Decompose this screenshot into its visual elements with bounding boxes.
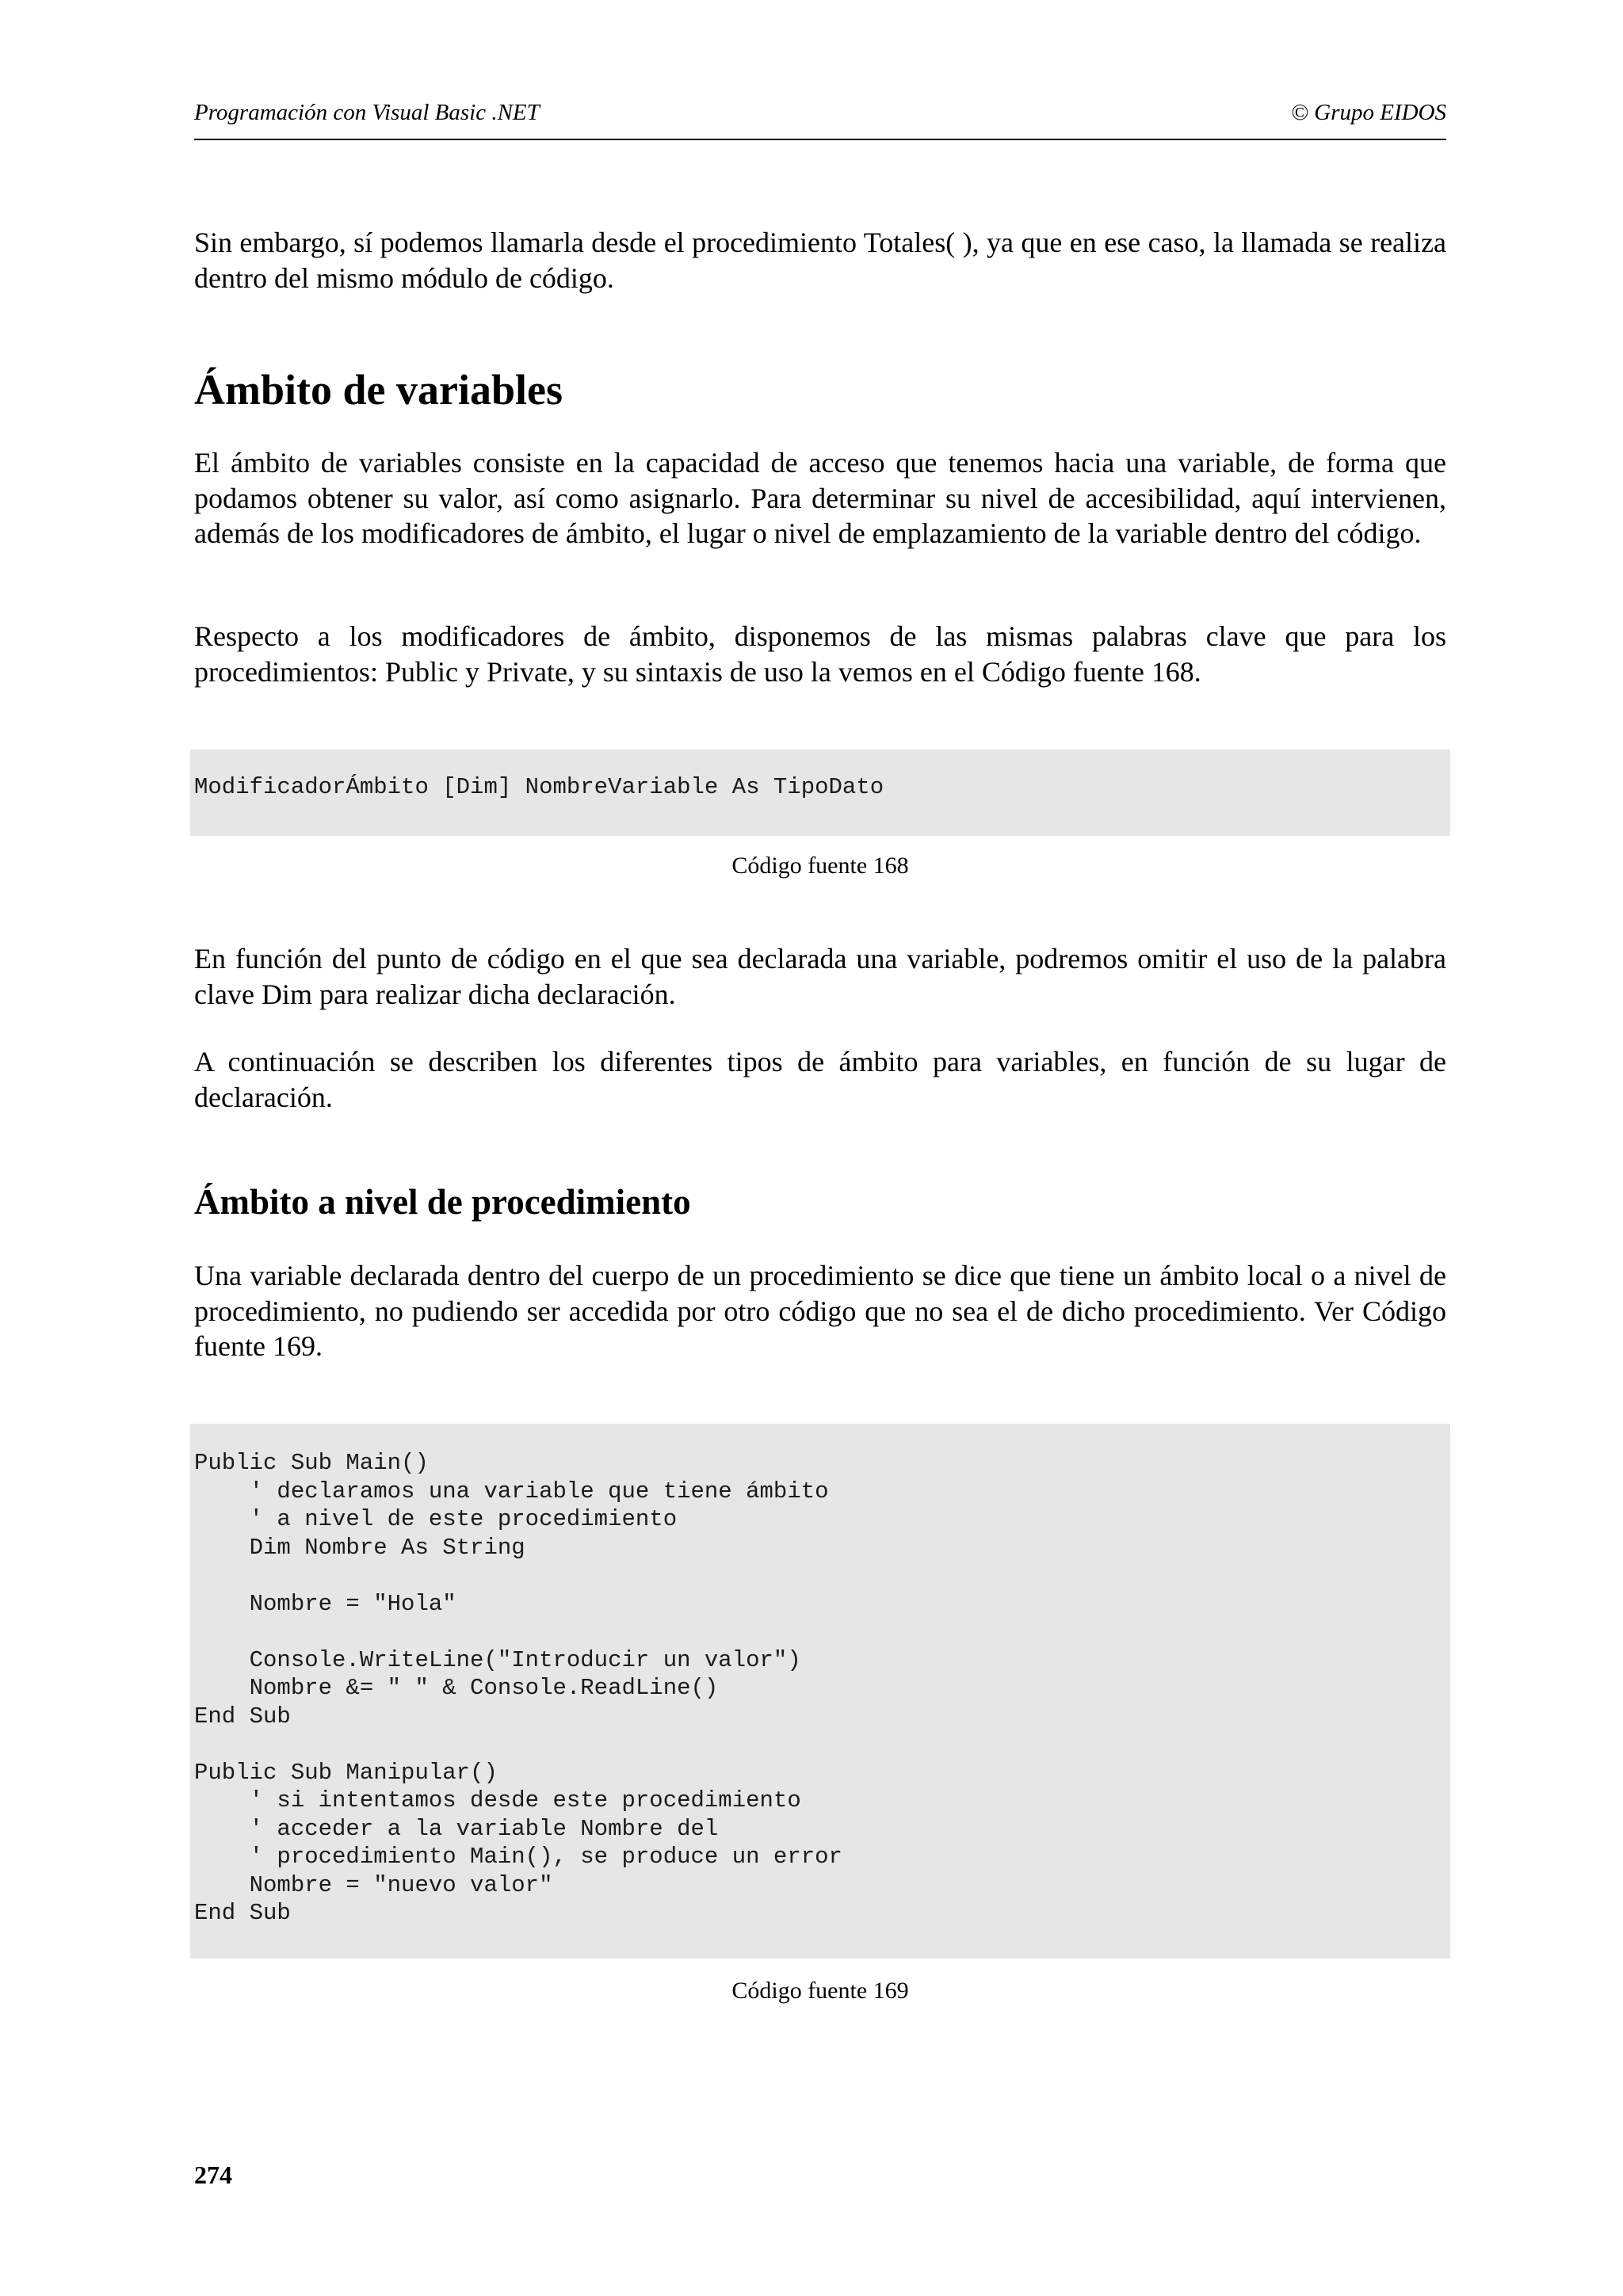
code-169-text: Public Sub Main() ' declaramos una variable que tiene ámbito ' a nivel de este procedimiento Dim Nombre As String Nombre = "Hola" Console.WriteLine("Introducir un valor") Nombre &= " " & Console.ReadLine() End Sub Public Sub Manipular() ' si intentamos desde este procedimiento ' acceder a la variable Nombre del ' procedimiento Main(), se produce un error Nombre = "nuevo valor" End Sub [194,1450,842,1926]
intro-paragraph: Sin embargo, sí podemos llamarla desde el procedimiento Totales( ), ya que en ese caso, la llamada se realiza dentro del mismo módulo de código. [194,227,1446,294]
section-heading-ambito-variables: Ámbito de variables [194,366,563,414]
code-block-168 [190,749,1450,836]
paragraph-ambito-definition: El ámbito de variables consiste en la capacidad de acceso que tenemos hacia una variable, de forma que podamos obtener su valor, así como asignarlo. Para determinar su nivel de accesibilidad, aquí intervienen, además de los modificadores de ámbito, el lugar o nivel de emplazamiento de la variable dentro del código. [194,447,1446,549]
running-header [194,97,1446,128]
paragraph-tipos-ambito: A continuación se describen los diferentes tipos de ámbito para variables, en función de su lugar de declaración. [194,1046,1446,1113]
page-number: 274 [194,2161,232,2189]
paragraph-ambito-local: Una variable declarada dentro del cuerpo de un procedimiento se dice que tiene un ámbito local o a nivel de procedimiento, no pudiendo ser accedida por otro código que no sea el de dicho procedimiento. Ver Código fuente 169. [194,1260,1446,1362]
header-book-title: Programación con Visual Basic .NET [194,100,540,125]
header-divider [194,139,1446,140]
paragraph-modificadores: Respecto a los modificadores de ámbito, disponemos de las mismas palabras clave que para los procedimientos: Public y Private, y su sintaxis de uso la vemos en el Código fuente 168. [194,620,1446,688]
caption-code-169: Código fuente 169 [731,1978,909,2004]
caption-code-168: Código fuente 168 [731,852,909,879]
header-publisher: © Grupo EIDOS [1290,100,1446,125]
code-168-text: ModificadorÁmbito [Dim] NombreVariable As TipoDato [194,774,884,800]
code-block-169 [190,1424,1450,1958]
section-heading-ambito-procedimiento: Ámbito a nivel de procedimiento [194,1182,691,1222]
document-page [194,0,1446,2296]
paragraph-omitir-dim: En función del punto de código en el que sea declarada una variable, podremos omitir el uso de la palabra clave Dim para realizar dicha declaración. [194,943,1446,1010]
